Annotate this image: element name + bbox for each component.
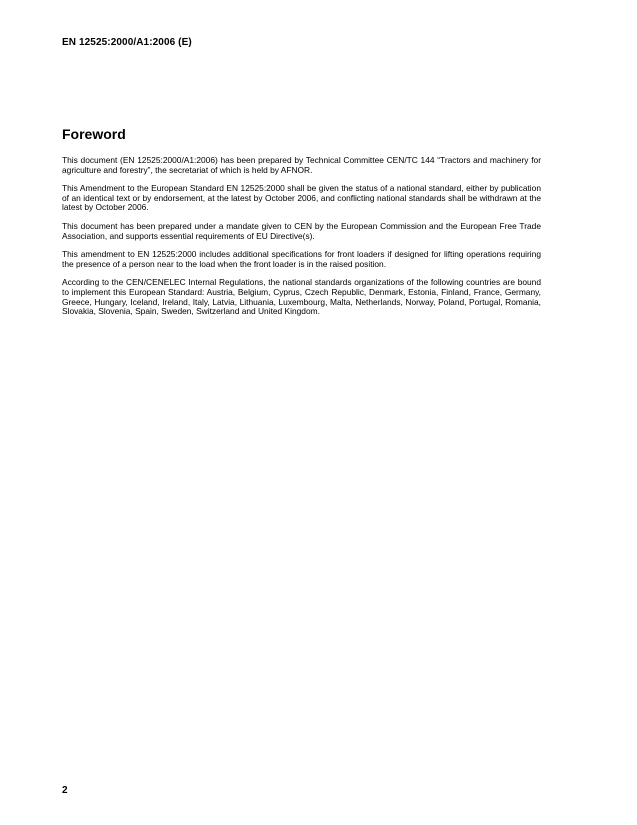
page-number: 2: [62, 785, 68, 796]
paragraph-mandate: This document has been prepared under a mandate given to CEN by the European Commission and the European Free Trade Association, and supports essential requirements of EU Directive(s).: [62, 220, 541, 241]
paragraph-status: This Amendment to the European Standard EN 12525:2000 shall be given the status of a national standard, either by publication of an identical text or by endorsement, at the latest by October 2006, and conflicting national standards shall be withdrawn at the latest by October 2006.: [62, 183, 541, 213]
paragraph-scope: This amendment to EN 12525:2000 includes additional specifications for front loaders if designed for lifting operations requiring the presence of a person near to the load when the front loader is in the raised position.: [62, 249, 541, 269]
document-header: EN 12525:2000/A1:2006 (E): [62, 37, 192, 48]
paragraph-countries: According to the CEN/CENELEC Internal Regulations, the national standards organizations of the following countries are bound to implement this European Standard: Austria, Belgium, Cyprus, Czech Republic, Denmark, Estonia, Finland, France, Germany, Greece, Hungary, Iceland, Ireland, Italy, Latvia, Lithuania, Luxembourg, Malta, Netherlands, Norway, Poland, Portugal, Romania, Slovakia, Slovenia, Spain, Sweden, Switzerland and United Kingdom.: [62, 277, 541, 317]
foreword-body: [62, 156, 541, 326]
paragraph-committee: This document (EN 12525:2000/A1:2006) has been prepared by Technical Committee CEN/TC 144 “Tractors and machinery for agriculture and forestry”, the secretariat of which is held by AFNOR.: [62, 155, 541, 175]
section-title: Foreword: [62, 126, 126, 142]
